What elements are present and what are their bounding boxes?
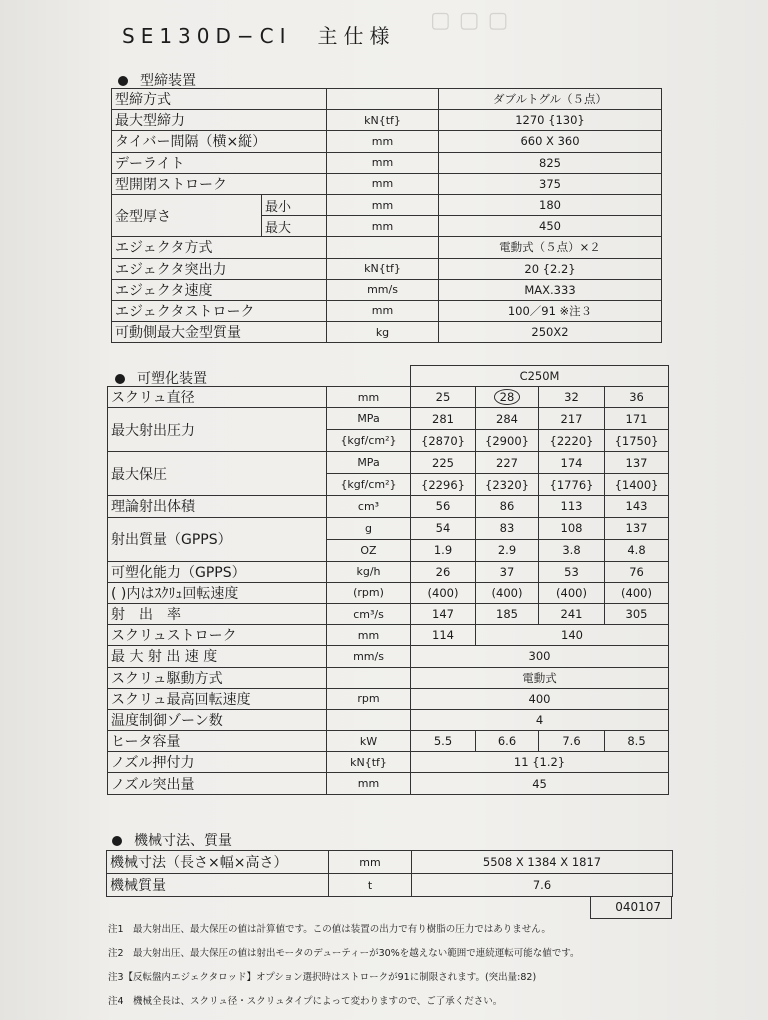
row-label: 最大型締力 <box>112 110 327 131</box>
machine-spec-table <box>106 850 673 897</box>
row-label: デーライト <box>112 152 327 173</box>
row-unit: mm <box>327 216 439 237</box>
table-row <box>108 408 669 430</box>
row-value: 180 <box>439 194 662 215</box>
row-value: 108 <box>539 517 605 539</box>
row-label: 最大射出圧力 <box>108 408 327 452</box>
row-unit: kW <box>327 731 411 752</box>
table-row <box>108 731 669 752</box>
row-label: エジェクタ突出力 <box>112 258 327 279</box>
table-row <box>108 688 669 709</box>
row-value: {2220} <box>539 430 605 452</box>
row-label: エジェクタストローク <box>112 300 327 321</box>
row-value: 2.9 <box>476 539 539 561</box>
row-value: 250X2 <box>439 322 662 343</box>
row-value: 電動式 <box>411 667 669 688</box>
row-unit: mm <box>327 300 439 321</box>
row-label: 型締方式 <box>112 89 327 110</box>
table-row <box>108 646 669 667</box>
row-label: 可動側最大金型質量 <box>112 322 327 343</box>
row-value: 76 <box>605 561 669 582</box>
row-value: 4 <box>411 709 669 730</box>
plast-section-heading: 可塑化装置 <box>115 368 207 388</box>
row-label: スクリュ最高回転速度 <box>108 688 327 709</box>
row-value: 114 <box>411 625 476 646</box>
row-unit: mm <box>327 173 439 194</box>
row-value: 7.6 <box>412 874 673 897</box>
row-value: {2320} <box>476 474 539 496</box>
row-value: 143 <box>605 496 669 517</box>
table-row <box>108 452 669 474</box>
table-row <box>107 874 673 897</box>
row-label: エジェクタ速度 <box>112 279 327 300</box>
row-value: 174 <box>539 452 605 474</box>
unit-model-header: C250M <box>411 366 669 387</box>
row-value: 1.9 <box>411 539 476 561</box>
row-value: 36 <box>605 387 669 408</box>
row-value: 217 <box>539 408 605 430</box>
row-value: 54 <box>411 517 476 539</box>
row-value: 25 <box>411 387 476 408</box>
document-number: 040107 <box>590 896 672 919</box>
row-unit: mm <box>327 152 439 173</box>
row-value: 8.5 <box>605 731 669 752</box>
row-value: 660 X 360 <box>439 131 662 152</box>
row-value: (400) <box>605 582 669 603</box>
plast-spec-table <box>107 365 669 795</box>
row-label: 射 出 率 <box>108 603 327 624</box>
row-unit: mm/s <box>327 646 411 667</box>
row-unit: cm³/s <box>327 603 411 624</box>
row-label: スクリュストローク <box>108 625 327 646</box>
row-label: 理論射出体積 <box>108 496 327 517</box>
row-label: スクリュ直径 <box>108 387 327 408</box>
bullet-icon <box>112 836 122 846</box>
footnote: 注3【反転盤内エジェクタロッド】オプション選択時はストロークが91に制限されます。(突出量:82) <box>108 972 537 983</box>
row-value: 185 <box>476 603 539 624</box>
row-value-circled <box>476 387 539 408</box>
row-unit: mm <box>327 625 411 646</box>
row-unit: kg/h <box>327 561 411 582</box>
table-row <box>112 258 662 279</box>
table-row <box>108 773 669 794</box>
row-value: 5.5 <box>411 731 476 752</box>
row-unit <box>327 237 439 258</box>
footnote: 注2 最大射出圧、最大保圧の値は射出モータのデューティーが30%を越えない範囲で連続運転可能な値です。 <box>108 948 580 959</box>
row-label: 機械寸法（長さ×幅×高さ） <box>107 851 329 874</box>
row-value: 137 <box>605 517 669 539</box>
row-label: ( )内はｽｸﾘｭ回転速度 <box>108 582 327 603</box>
row-value: 5508 X 1384 X 1817 <box>412 851 673 874</box>
row-value: 227 <box>476 452 539 474</box>
bullet-icon <box>118 76 128 86</box>
row-unit: mm <box>327 194 439 215</box>
row-label: 射出質量（GPPS） <box>108 517 327 561</box>
row-unit <box>327 709 411 730</box>
row-value: MAX.333 <box>439 279 662 300</box>
row-label: タイバー間隔（横×縦） <box>112 131 327 152</box>
table-row <box>112 110 662 131</box>
row-unit: {kgf/cm²} <box>327 474 411 496</box>
row-label: 最 大 射 出 速 度 <box>108 646 327 667</box>
row-unit: kN{tf} <box>327 110 439 131</box>
row-value: ダブルトグル（５点） <box>439 89 662 110</box>
row-sublabel: 最小 <box>262 194 327 215</box>
row-label: ノズル突出量 <box>108 773 327 794</box>
row-value: (400) <box>476 582 539 603</box>
table-row <box>108 387 669 408</box>
row-unit <box>327 89 439 110</box>
row-value: 11 {1.2} <box>411 752 669 773</box>
row-unit: mm <box>327 131 439 152</box>
row-value: 7.6 <box>539 731 605 752</box>
table-row <box>112 322 662 343</box>
row-unit: mm/s <box>327 279 439 300</box>
row-unit: mm <box>327 773 411 794</box>
row-value: 450 <box>439 216 662 237</box>
table-row <box>108 752 669 773</box>
row-value: 26 <box>411 561 476 582</box>
row-sublabel: 最大 <box>262 216 327 237</box>
row-value: 83 <box>476 517 539 539</box>
row-unit: kg <box>327 322 439 343</box>
row-unit: MPa <box>327 452 411 474</box>
row-value: 6.6 <box>476 731 539 752</box>
row-label: 温度制御ゾーン数 <box>108 709 327 730</box>
row-label: ヒータ容量 <box>108 731 327 752</box>
row-unit: kN{tf} <box>327 752 411 773</box>
table-row <box>108 496 669 517</box>
row-value: 100／91 ※注３ <box>439 300 662 321</box>
row-value: 56 <box>411 496 476 517</box>
row-value: 45 <box>411 773 669 794</box>
row-label: ノズル押付力 <box>108 752 327 773</box>
row-value: (400) <box>539 582 605 603</box>
row-value: 113 <box>539 496 605 517</box>
row-unit: MPa <box>327 408 411 430</box>
row-value: 137 <box>605 452 669 474</box>
row-value: 20 {2.2} <box>439 258 662 279</box>
row-unit: g <box>327 517 411 539</box>
row-value: 86 <box>476 496 539 517</box>
page-title: SE130D−CI 主仕様 <box>122 24 396 48</box>
row-unit: kN{tf} <box>327 258 439 279</box>
row-unit: OZ <box>327 539 411 561</box>
row-value: 4.8 <box>605 539 669 561</box>
row-unit: mm <box>327 387 411 408</box>
row-label: エジェクタ方式 <box>112 237 327 258</box>
row-unit: cm³ <box>327 496 411 517</box>
row-unit <box>327 667 411 688</box>
table-row <box>108 366 669 387</box>
clamp-section-heading: 型締装置 <box>118 70 196 90</box>
table-row <box>108 582 669 603</box>
row-value: 825 <box>439 152 662 173</box>
row-value: 241 <box>539 603 605 624</box>
table-row <box>112 131 662 152</box>
row-value: 284 <box>476 408 539 430</box>
row-value: {1750} <box>605 430 669 452</box>
row-unit: (rpm) <box>327 582 411 603</box>
row-value: {2296} <box>411 474 476 496</box>
table-row <box>112 89 662 110</box>
row-value: (400) <box>411 582 476 603</box>
table-row <box>112 173 662 194</box>
table-row <box>108 517 669 539</box>
row-value: 1270 {130} <box>439 110 662 131</box>
row-value: {2870} <box>411 430 476 452</box>
table-row <box>108 709 669 730</box>
table-row <box>108 603 669 624</box>
table-row <box>108 561 669 582</box>
table-row <box>112 152 662 173</box>
row-value: 32 <box>539 387 605 408</box>
row-label: 型開閉ストローク <box>112 173 327 194</box>
row-value: {2900} <box>476 430 539 452</box>
table-row <box>108 625 669 646</box>
row-unit: mm <box>329 851 412 874</box>
row-value: 140 <box>476 625 669 646</box>
row-unit: {kgf/cm²} <box>327 430 411 452</box>
row-value: 147 <box>411 603 476 624</box>
row-label: スクリュ駆動方式 <box>108 667 327 688</box>
footnotes <box>108 918 748 1014</box>
table-row <box>112 300 662 321</box>
table-row <box>107 851 673 874</box>
circled-value: 28 <box>494 389 521 405</box>
clamp-spec-table <box>111 88 662 343</box>
row-value: 305 <box>605 603 669 624</box>
row-value: 37 <box>476 561 539 582</box>
row-unit: rpm <box>327 688 411 709</box>
table-row <box>108 667 669 688</box>
row-label: 最大保圧 <box>108 452 327 496</box>
row-value: 電動式（５点）×２ <box>439 237 662 258</box>
machine-section-heading: 機械寸法、質量 <box>112 830 232 850</box>
row-value: 375 <box>439 173 662 194</box>
footnote: 注1 最大射出圧、最大保圧の値は計算値です。この値は装置の出力で有り樹脂の圧力ではありません。 <box>108 924 551 935</box>
row-value: 300 <box>411 646 669 667</box>
table-row <box>112 194 662 215</box>
row-value: 281 <box>411 408 476 430</box>
row-value: {1776} <box>539 474 605 496</box>
bleed-through-text: ▢▢▢ <box>430 8 517 33</box>
row-value: 53 <box>539 561 605 582</box>
table-row <box>112 237 662 258</box>
row-unit: t <box>329 874 412 897</box>
row-value: 225 <box>411 452 476 474</box>
row-label: 可塑化能力（GPPS） <box>108 561 327 582</box>
footnote: 注4 機械全長は、スクリュ径・スクリュタイプによって変わりますので、ご了承ください。 <box>108 996 503 1007</box>
row-value: {1400} <box>605 474 669 496</box>
row-label: 機械質量 <box>107 874 329 897</box>
table-row <box>112 279 662 300</box>
row-value: 400 <box>411 688 669 709</box>
row-value: 3.8 <box>539 539 605 561</box>
row-label: 金型厚さ <box>112 194 262 236</box>
row-value: 171 <box>605 408 669 430</box>
